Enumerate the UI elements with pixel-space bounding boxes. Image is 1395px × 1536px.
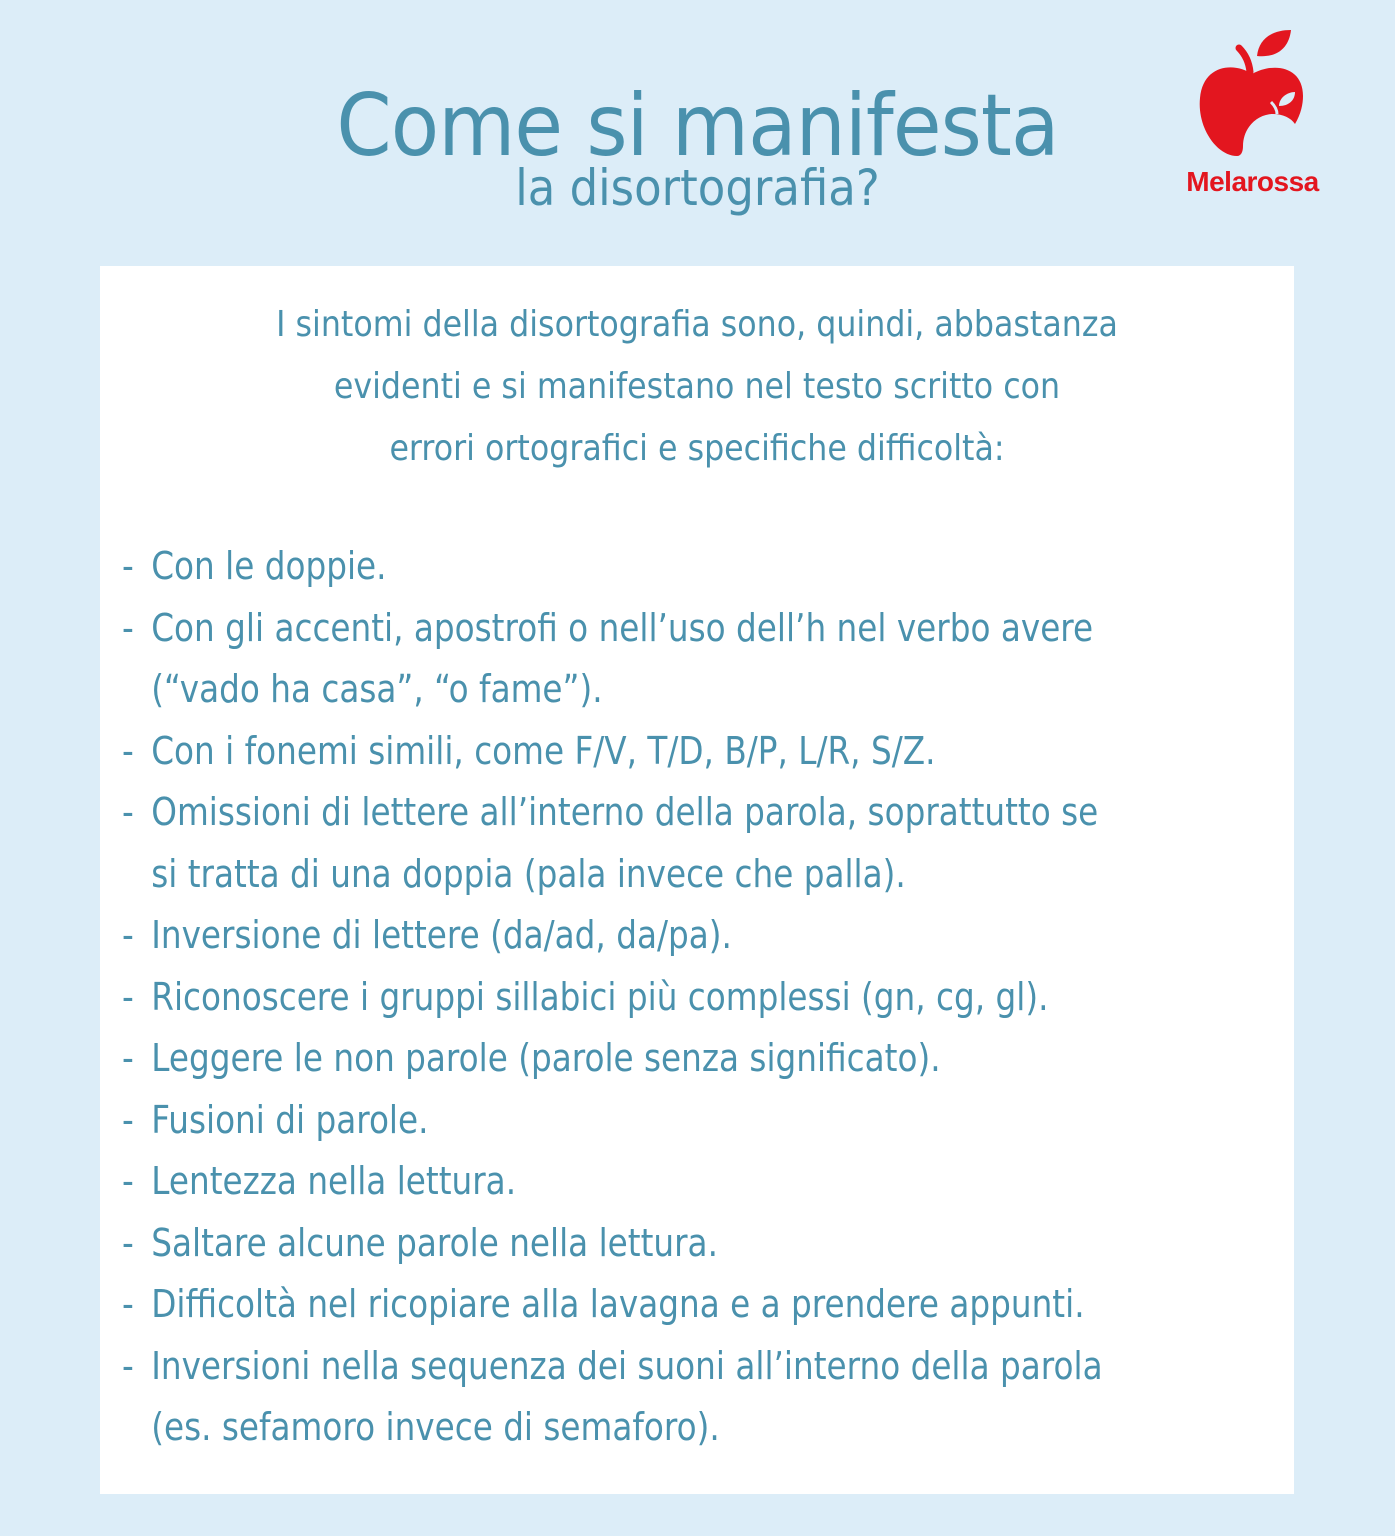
bullet-dash: - [122,1343,134,1388]
list-item: - Riconoscere i gruppi sillabici più complessi (gn, cg, gl). [122,967,1120,1029]
intro-line: errori ortografici e specifiche difficoltà: [389,428,1005,469]
list-item: - Inversioni nella sequenza dei suoni all’interno della parola (es. sefamoro invece di semaforo). [122,1336,1120,1459]
bullet-dash: - [122,974,134,1019]
bullet-dash: - [122,913,134,957]
bullet-dash: - [122,1097,134,1142]
intro-line: evidenti e si manifestano nel testo scritto con [333,366,1061,407]
bullet-dash: - [122,1282,134,1326]
melarossa-logo [1170,28,1335,203]
list-item: - Fusioni di parole. [122,1090,1120,1152]
brand-name: Melarossa [1186,166,1319,197]
bullet-dash: - [122,544,134,588]
symptom-list [122,536,1120,1459]
list-item: - Lentezza nella lettura. [122,1151,1120,1213]
bullet-dash: - [122,728,134,773]
list-item: - Inversione di lettere (da/ad, da/pa). [122,905,1120,967]
list-item: - Saltare alcune parole nella lettura. [122,1213,1120,1275]
list-item: - Difficoltà nel ricopiare alla lavagna e a prendere appunti. [122,1274,1120,1336]
list-item: - Con le doppie. [122,536,1120,598]
list-item: - Omissioni di lettere all’interno della parola, soprattutto se si tratta di una doppia (pala invece che palla). [122,782,1120,905]
intro-paragraph [172,294,1223,480]
bullet-dash: - [122,1036,134,1080]
apple-icon [1195,28,1310,163]
list-item: - Con i fonemi simili, come F/V, T/D, B/P, L/R, S/Z. [122,721,1120,783]
list-item: - Con gli accenti, apostrofi o nell’uso dell’h nel verbo avere (“vado ha casa”, “o fame”). [122,598,1120,721]
page-subtitle: la disortografia? [515,159,880,217]
bullet-dash: - [122,1220,134,1265]
list-item: - Leggere le non parole (parole senza significato). [122,1028,1120,1090]
page-title: Come si manifesta [336,75,1059,176]
bullet-dash: - [122,605,134,650]
intro-line: I sintomi della disortografia sono, quindi, abbastanza [276,304,1118,345]
bullet-dash: - [122,790,134,834]
bullet-dash: - [122,1159,134,1203]
content-card [100,266,1294,1494]
